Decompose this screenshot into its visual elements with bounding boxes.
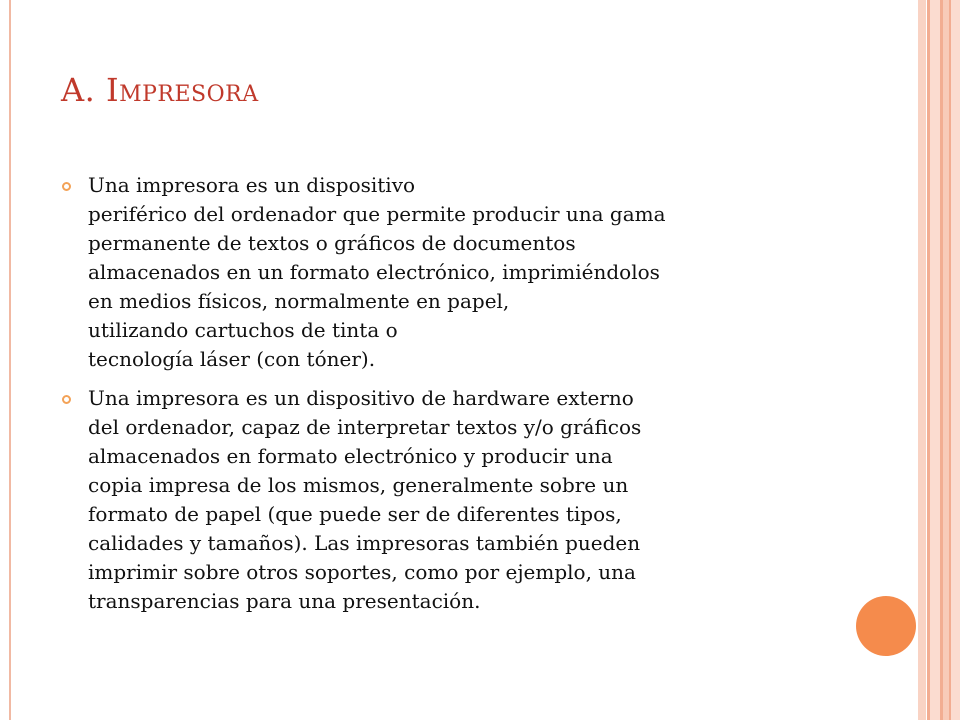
bullet-line: Una impresora es un dispositivo [88,173,416,197]
right-stripe [918,0,926,720]
bullet-line: periférico del ordenador que permite producir una gama [88,202,666,226]
orange-circle-decoration [856,596,916,656]
bullet-line: almacenados en un formato electrónico, imprimiéndolos [88,260,660,284]
bullet-item [60,171,840,374]
bullet-item [60,384,840,616]
bullet-line: permanente de textos o gráficos de documentos [88,231,576,255]
right-stripe [951,0,960,720]
bullet-line: formato de papel (que puede ser de diferentes tipos, [88,502,622,526]
ring-bullet-icon [62,395,71,404]
bullet-line: transparencias para una presentación. [88,589,481,613]
bullet-line: Una impresora es un dispositivo de hardware externo [88,386,634,410]
bullet-line: imprimir sobre otros soportes, como por ejemplo, una [88,560,636,584]
left-border-line [9,0,11,720]
bullet-line: en medios físicos, normalmente en papel, [88,289,510,313]
slide-title: A. Impresora [61,71,259,109]
bullet-line: utilizando cartuchos de tinta o [88,318,398,342]
ring-bullet-icon [62,182,71,191]
bullet-list [60,171,840,626]
bullet-line: del ordenador, capaz de interpretar textos y/o gráficos [88,415,642,439]
right-stripe [930,0,940,720]
bullet-line: almacenados en formato electrónico y producir una [88,444,613,468]
bullet-line: tecnología láser (con tóner). [88,347,376,371]
bullet-line: copia impresa de los mismos, generalmente sobre un [88,473,629,497]
bullet-line: calidades y tamaños). Las impresoras también pueden [88,531,641,555]
